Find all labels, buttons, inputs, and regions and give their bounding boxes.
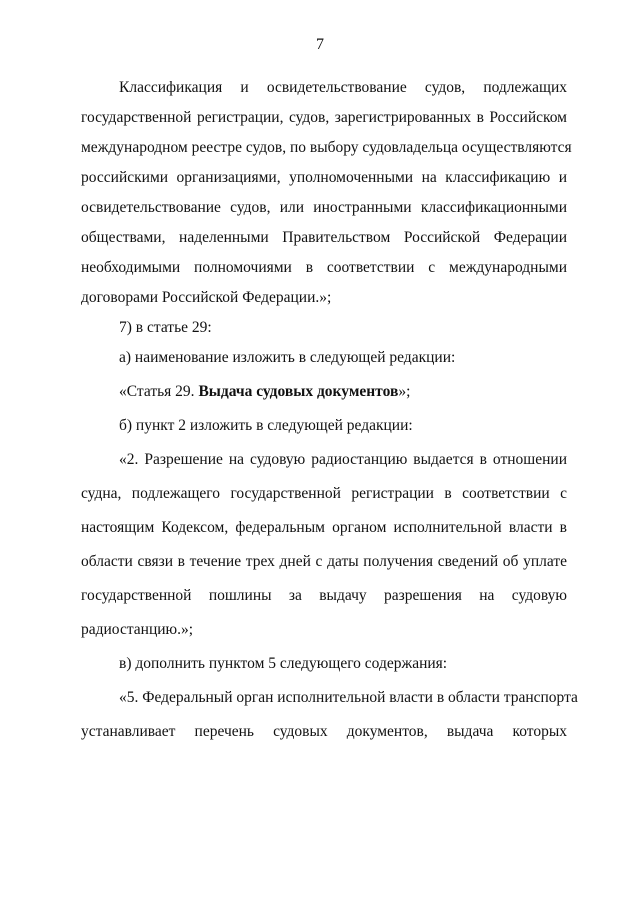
paragraph-line: российскими организациями, уполномоченными на классификацию и xyxy=(81,169,567,186)
paragraph-line: международном реестре судов, по выбору судовладельца осуществляются xyxy=(81,139,572,156)
paragraph-line: устанавливает перечень судовых документов, выдача которых xyxy=(81,723,567,740)
paragraph-line: договорами Российской Федерации.»; xyxy=(81,289,332,306)
list-item: б) пункт 2 изложить в следующей редакции: xyxy=(119,417,413,434)
list-item: в) дополнить пунктом 5 следующего содержания: xyxy=(119,655,448,672)
paragraph-line: судна, подлежащего государственной регистрации в соответствии с xyxy=(81,485,567,502)
paragraph-line: государственной регистрации, судов, зарегистрированных в Российском xyxy=(81,109,567,126)
paragraph-line: государственной пошлины за выдачу разрешения на судовую xyxy=(81,587,567,604)
article-title-prefix: «Статья 29. xyxy=(119,383,199,400)
paragraph-line: «2. Разрешение на судовую радиостанцию выдается в отношении xyxy=(119,451,567,468)
list-item: 7) в статье 29: xyxy=(119,319,212,336)
paragraph-line: радиостанцию.»; xyxy=(81,621,194,638)
paragraph-line: необходимыми полномочиями в соответствии с международными xyxy=(81,259,567,276)
paragraph-line: Классификация и освидетельствование судов, подлежащих xyxy=(119,79,567,96)
article-title-bold: Выдача судовых документов xyxy=(198,383,399,400)
article-title-suffix: »; xyxy=(398,383,411,400)
paragraph-line: обществами, наделенными Правительством Российской Федерации xyxy=(81,229,567,246)
paragraph-line: освидетельствование судов, или иностранными классификационными xyxy=(81,199,567,216)
paragraph-line: настоящим Кодексом, федеральным органом исполнительной власти в xyxy=(81,519,567,536)
list-item: а) наименование изложить в следующей редакции: xyxy=(119,349,456,366)
paragraph-line: «5. Федеральный орган исполнительной власти в области транспорта xyxy=(119,689,578,706)
page-number: 7 xyxy=(316,36,324,53)
paragraph-line: области связи в течение трех дней с даты получения сведений об уплате xyxy=(81,553,567,570)
article-title-line xyxy=(81,382,567,416)
document-body xyxy=(81,78,578,752)
